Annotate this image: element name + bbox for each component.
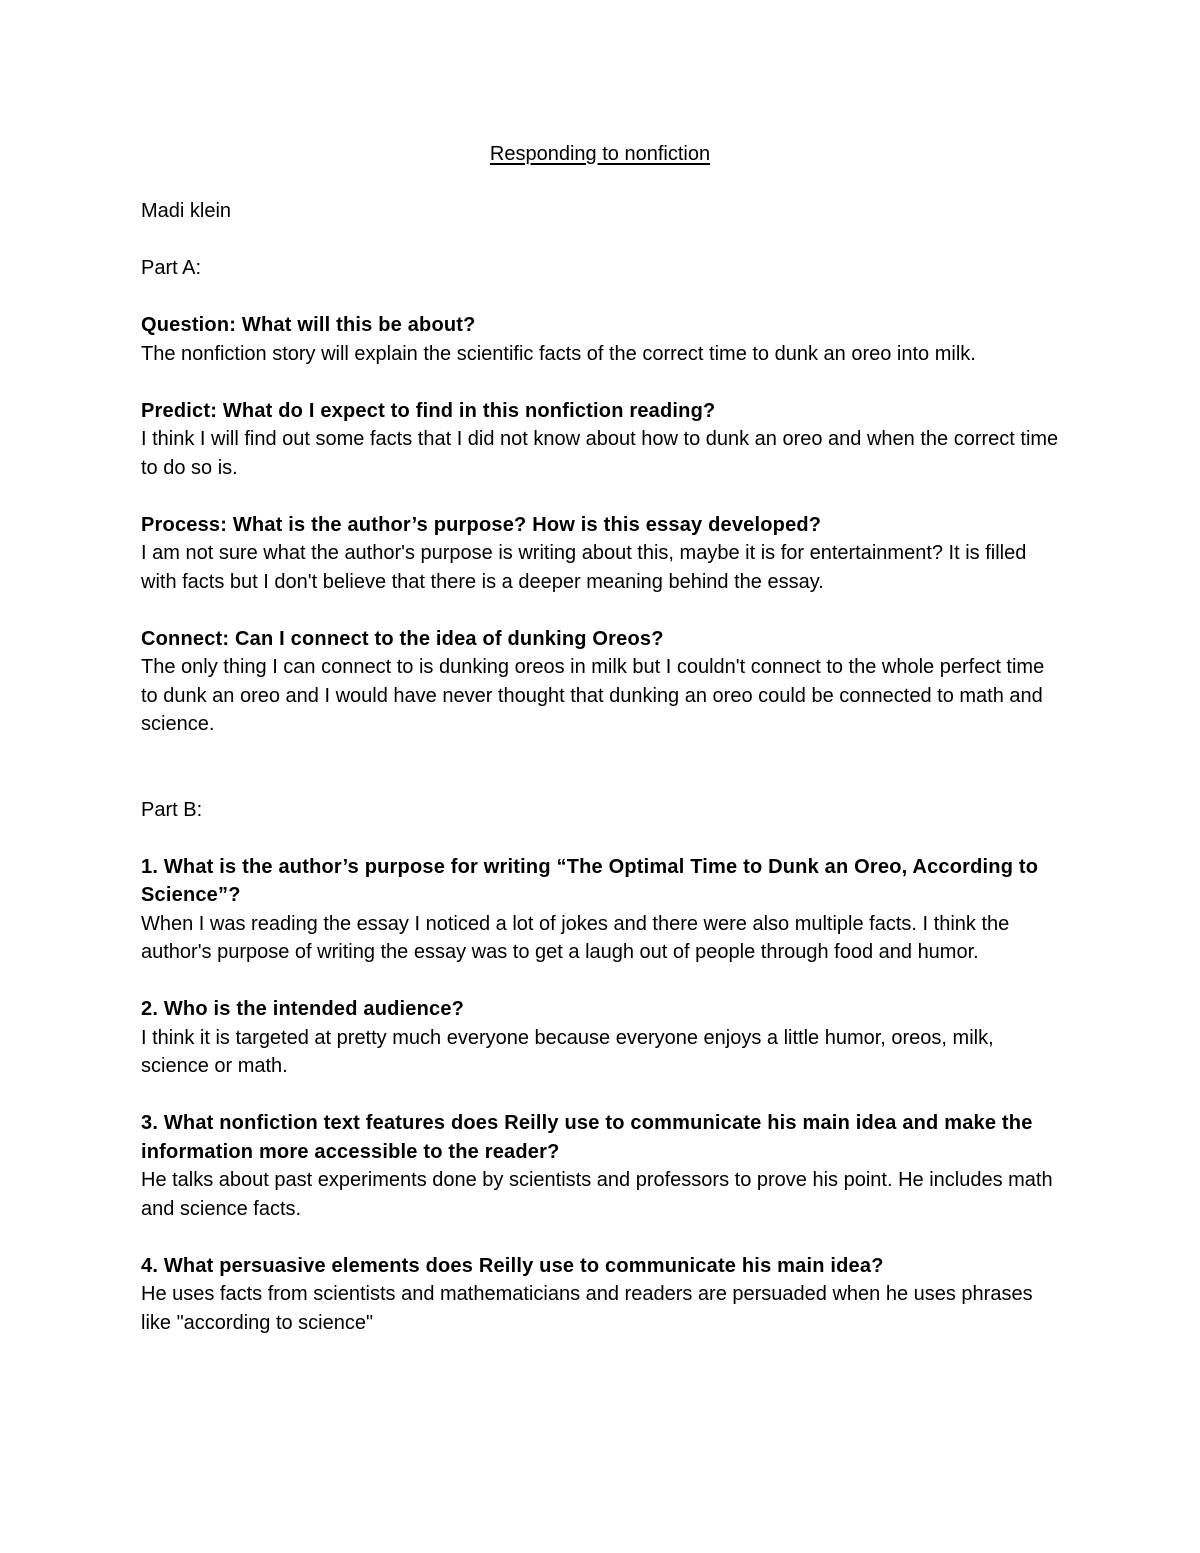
question-text: 2. Who is the intended audience? — [141, 998, 465, 1020]
author-name: Madi klein — [141, 200, 232, 222]
question-text: 1. What is the author’s purpose for writing “The Optimal Time to Dunk an Oreo, According to Science”? — [141, 855, 1039, 906]
part-b-item-2 — [141, 995, 1061, 1081]
part-a-item-question — [141, 311, 1061, 368]
question-text: Process: What is the author’s purpose? How is this essay developed? — [141, 513, 822, 536]
part-a-item-connect — [141, 625, 1061, 739]
part-b-item-1 — [141, 853, 1061, 967]
part-a-heading: Part A: — [141, 257, 202, 279]
part-b-item-3 — [141, 1109, 1061, 1223]
document-title: Responding to nonfiction — [489, 143, 711, 165]
answer-text: The only thing I can connect to is dunking oreos in milk but I couldn't connect to the whole perfect time to dunk an oreo and I would have never thought that dunking an oreo could be connected to math and science. — [141, 656, 1045, 735]
document-title-row — [0, 140, 1200, 168]
question-text: Question: What will this be about? — [141, 314, 476, 336]
part-a-item-predict — [141, 397, 1061, 483]
answer-text: When I was reading the essay I noticed a lot of jokes and there were also multiple facts. I think the author's purpose of writing the essay was to get a laugh out of people through food and humor. — [141, 912, 1010, 963]
answer-text: I think it is targeted at pretty much everyone because everyone enjoys a little humor, oreos, milk, science or math. — [141, 1026, 994, 1077]
question-text: 3. What nonfiction text features does Reilly use to communicate his main idea and make the information more accessible to the reader? — [141, 1112, 1033, 1163]
answer-text: He uses facts from scientists and mathematicians and readers are persuaded when he uses phrases like "according to science" — [141, 1283, 1033, 1334]
part-b-item-4 — [141, 1252, 1061, 1338]
question-text: 4. What persuasive elements does Reilly use to communicate his main idea? — [141, 1254, 884, 1277]
part-a-item-process — [141, 511, 1061, 597]
part-b-heading: Part B: — [141, 798, 203, 821]
answer-text: The nonfiction story will explain the scientific facts of the correct time to dunk an oreo into milk. — [141, 342, 976, 365]
question-text: Predict: What do I expect to find in this nonfiction reading? — [141, 399, 716, 422]
document-body — [141, 197, 1061, 1337]
answer-text: He talks about past experiments done by scientists and professors to prove his point. He includes math and science facts. — [141, 1169, 1053, 1220]
answer-text: I think I will find out some facts that I did not know about how to dunk an oreo and when the correct time to do so is. — [141, 428, 1059, 479]
question-text: Connect: Can I connect to the idea of dunking Oreos? — [141, 627, 664, 650]
answer-text: I am not sure what the author's purpose is writing about this, maybe it is for entertainment? It is filled with facts but I don't believe that there is a deeper meaning behind the essay. — [141, 542, 1027, 593]
